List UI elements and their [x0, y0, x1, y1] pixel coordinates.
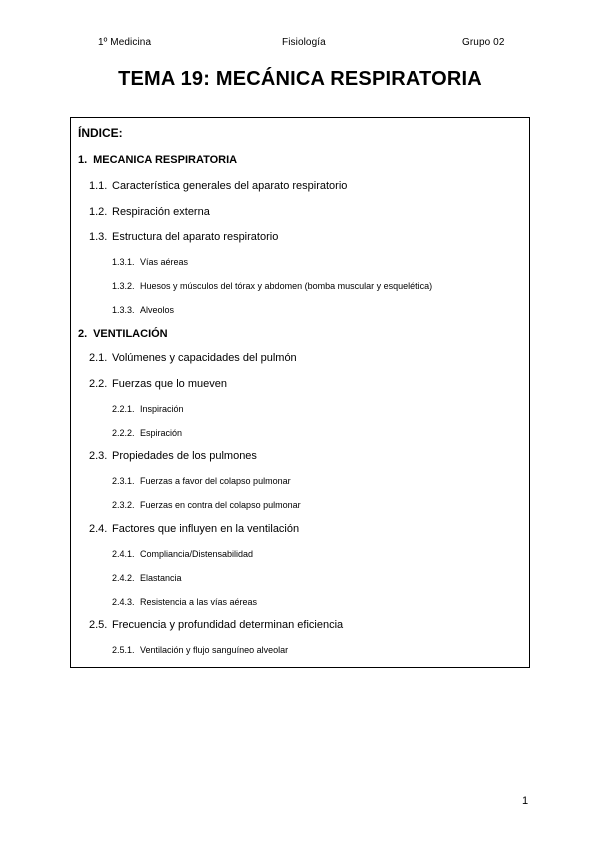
toc-entry-1-3-1[interactable] [112, 257, 188, 267]
toc-text: Volúmenes y capacidades del pulmón [112, 352, 297, 364]
toc-text: Propiedades de los pulmones [112, 450, 257, 462]
toc-number: 1.2. [89, 206, 108, 218]
toc-number: 2.2.1. [112, 404, 135, 414]
toc-text: VENTILACIÓN [93, 328, 168, 340]
toc-number: 2.4.1. [112, 549, 135, 559]
toc-number: 1.3. [89, 231, 108, 243]
toc-number: 2.4.3. [112, 597, 135, 607]
toc-number: 1.1. [89, 180, 108, 192]
toc-entry-2-4-2[interactable] [112, 573, 182, 583]
toc-entry-1-3-3[interactable] [112, 305, 174, 315]
toc-number: 2. [78, 328, 88, 340]
toc-text: Frecuencia y profundidad determinan eficiencia [112, 619, 344, 631]
toc-number: 2.2.2. [112, 428, 135, 438]
toc-text: Espiración [140, 428, 183, 438]
toc-entry-2-3[interactable] [89, 450, 257, 462]
toc-text: MECANICA RESPIRATORIA [93, 154, 238, 166]
index-label: ÍNDICE: [78, 126, 123, 140]
toc-number: 2.2. [89, 378, 108, 390]
toc-text: Fuerzas a favor del colapso pulmonar [140, 476, 291, 486]
toc-entry-2-4-1[interactable] [112, 549, 253, 559]
table-of-contents [70, 117, 530, 668]
toc-text: Estructura del aparato respiratorio [112, 231, 279, 243]
toc-entry-2-1[interactable] [89, 352, 297, 364]
toc-entry-1[interactable] [78, 154, 237, 166]
toc-entry-1-3-2[interactable] [112, 281, 432, 291]
page-number: 1 [522, 795, 529, 807]
toc-entry-1-1[interactable] [89, 180, 347, 192]
toc-entry-2[interactable] [78, 328, 168, 340]
toc-entry-2-3-2[interactable] [112, 500, 301, 510]
toc-number: 2.4. [89, 523, 108, 535]
toc-text: Respiración externa [112, 206, 210, 218]
page-title: TEMA 19: MECÁNICA RESPIRATORIA [118, 68, 482, 90]
toc-entry-2-2-1[interactable] [112, 404, 184, 414]
toc-text: Inspiración [140, 404, 184, 414]
toc-number: 2.3.2. [112, 500, 135, 510]
toc-text: Compliancia/Distensabilidad [140, 549, 254, 559]
toc-text: Fuerzas que lo mueven [112, 378, 227, 390]
toc-number: 2.5. [89, 619, 108, 631]
toc-number: 2.3. [89, 450, 108, 462]
toc-text: Alveolos [140, 305, 175, 315]
toc-entry-2-4[interactable] [89, 523, 299, 535]
toc-number: 1. [78, 154, 88, 166]
toc-number: 2.3.1. [112, 476, 135, 486]
toc-entry-1-2[interactable] [89, 206, 210, 218]
toc-text: Característica generales del aparato respiratorio [112, 180, 348, 192]
toc-entry-2-2[interactable] [89, 378, 227, 390]
toc-text: Ventilación y flujo sanguíneo alveolar [140, 645, 289, 655]
header-group: Grupo 02 [462, 37, 505, 48]
toc-number: 2.1. [89, 352, 108, 364]
toc-number: 1.3.1. [112, 257, 135, 267]
toc-number: 2.5.1. [112, 645, 135, 655]
toc-number: 2.4.2. [112, 573, 135, 583]
header-course: 1º Medicina [98, 37, 152, 48]
toc-entry-2-5[interactable] [89, 619, 343, 631]
toc-text: Resistencia a las vías aéreas [140, 597, 258, 607]
toc-text: Huesos y músculos del tórax y abdomen (bomba muscular y esquelética) [140, 281, 433, 291]
toc-text: Factores que influyen en la ventilación [112, 523, 300, 535]
toc-number: 1.3.2. [112, 281, 135, 291]
toc-entry-1-3[interactable] [89, 231, 278, 243]
toc-entry-2-2-2[interactable] [112, 428, 182, 438]
toc-entry-2-3-1[interactable] [112, 476, 291, 486]
toc-entry-2-4-3[interactable] [112, 597, 257, 607]
header-subject: Fisiología [282, 37, 326, 48]
toc-entry-2-5-1[interactable] [112, 645, 288, 655]
toc-text: Fuerzas en contra del colapso pulmonar [140, 500, 301, 510]
toc-text: Elastancia [140, 573, 182, 583]
toc-text: Vías aéreas [140, 257, 189, 267]
toc-number: 1.3.3. [112, 305, 135, 315]
